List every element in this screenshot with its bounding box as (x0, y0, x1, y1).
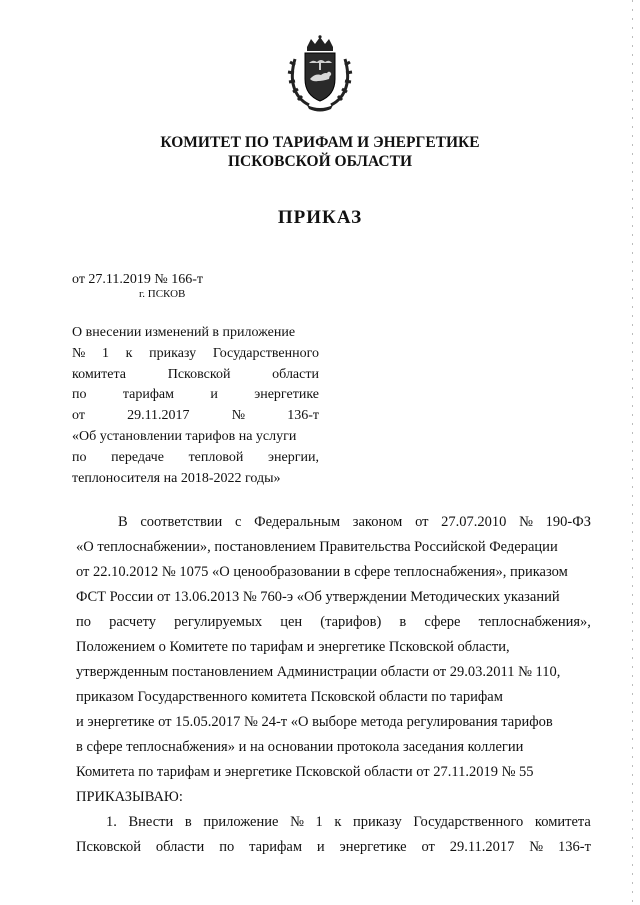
word: Внести (128, 814, 174, 830)
subject-line: теплоносителя на 2018-2022 годы» (72, 470, 281, 486)
order-date-number: от 27.11.2019 № 166-т (72, 272, 204, 287)
body-line (76, 614, 591, 631)
order-directive: ПРИКАЗЫВАЮ: (76, 789, 183, 805)
word: тарифам (122, 387, 174, 403)
word: энергетике (254, 387, 319, 403)
word: (тарифов) (320, 614, 382, 630)
word: и (210, 387, 218, 403)
word: тарифам (249, 839, 303, 855)
body-line: от 22.10.2012 № 1075 «О ценообразовании в сфере теплоснабжения», приказом (76, 564, 568, 580)
word: и (316, 839, 325, 855)
committee-name-line1: КОМИТЕТ ПО ТАРИФАМ И ЭНЕРГЕТИКЕ (160, 134, 480, 151)
body-line: Положением о Комитете по тарифам и энергетике Псковской области, (76, 639, 510, 655)
order-title: ПРИКАЗ (277, 207, 363, 228)
word: области (155, 839, 205, 855)
order-city: г. ПСКОВ (139, 288, 186, 300)
body-line: ФСТ России от 13.06.2013 № 760-э «Об утверждении Методических указаний (76, 589, 560, 605)
word: по (72, 449, 87, 465)
body-line (118, 514, 591, 531)
word: Псковской (167, 366, 231, 382)
body-line: утвержденным постановлением Администрации области от 29.03.2011 № 110, (76, 664, 561, 680)
word: законом (352, 514, 403, 530)
word: 29.11.2017 (449, 839, 515, 855)
word: 1. (106, 814, 117, 830)
body-line: и энергетике от 15.05.2017 № 24-т «О выборе метода регулирования тарифов (76, 714, 553, 730)
word: приказу (353, 814, 402, 830)
word: В (118, 514, 128, 530)
word: 29.11.2017 (127, 408, 190, 424)
subject-line (72, 365, 319, 386)
subject-line: О внесении изменений в приложение (72, 325, 296, 340)
word: в (184, 814, 192, 830)
word: Федеральным (254, 514, 341, 530)
subject-line (72, 448, 319, 469)
word: № (519, 514, 533, 530)
coat-of-arms-icon (285, 35, 355, 113)
committee-name-line2: ПСКОВСКОЙ ОБЛАСТИ (227, 153, 412, 170)
word: цен (280, 614, 303, 630)
word: приложение (203, 814, 279, 830)
subject-line (72, 385, 319, 406)
word: энергии, (268, 449, 319, 465)
body-line: в сфере теплоснабжения» и на основании протокола заседания коллегии (76, 739, 524, 755)
word: от (415, 514, 429, 530)
word: по (72, 387, 87, 403)
word: Государственного (413, 814, 524, 830)
body-line: приказом Государственного комитета Псковской области по тарифам (76, 689, 503, 705)
word: энергетике (339, 839, 407, 855)
body-line (76, 839, 591, 856)
word: к (125, 345, 133, 361)
scan-edge-artifact (632, 0, 633, 905)
word: 190-ФЗ (545, 514, 591, 530)
word: регулируемых (174, 614, 263, 630)
word: соответствии (140, 514, 223, 530)
word: тепловой (188, 449, 244, 465)
subject-line: «Об установлении тарифов на услуги (72, 428, 297, 444)
word: к (334, 814, 342, 830)
word: комитета (72, 366, 127, 382)
body-line: «О теплоснабжении», постановлением Правительства Российской Федерации (76, 539, 558, 555)
word: с (235, 514, 242, 530)
word: приказу (149, 345, 197, 361)
word: теплоснабжения», (478, 614, 591, 630)
body-line: Комитета по тарифам и энергетике Псковской области от 27.11.2019 № 55 (76, 764, 534, 780)
word: от (421, 839, 435, 855)
word: 1 (102, 345, 110, 361)
subject-line (72, 344, 319, 365)
word: сфере (424, 614, 461, 630)
word: по (76, 614, 92, 630)
word: № (290, 814, 304, 830)
word: передаче (111, 449, 164, 465)
word: 136-т (287, 408, 319, 424)
word: 1 (315, 814, 323, 830)
word: от (72, 408, 85, 424)
word: № (231, 408, 246, 424)
word: Псковской (76, 839, 141, 855)
subject-line (72, 406, 319, 427)
word: № (72, 345, 86, 361)
word: 136-т (558, 839, 591, 855)
word: Государственного (212, 345, 319, 361)
word: 27.07.2010 (441, 514, 507, 530)
order-subject (72, 323, 319, 489)
word: в (399, 614, 407, 630)
word: по (219, 839, 235, 855)
word: расчету (109, 614, 157, 630)
word: области (272, 366, 319, 382)
word: комитета (534, 814, 591, 830)
body-line (106, 814, 591, 831)
word: № (529, 839, 544, 855)
